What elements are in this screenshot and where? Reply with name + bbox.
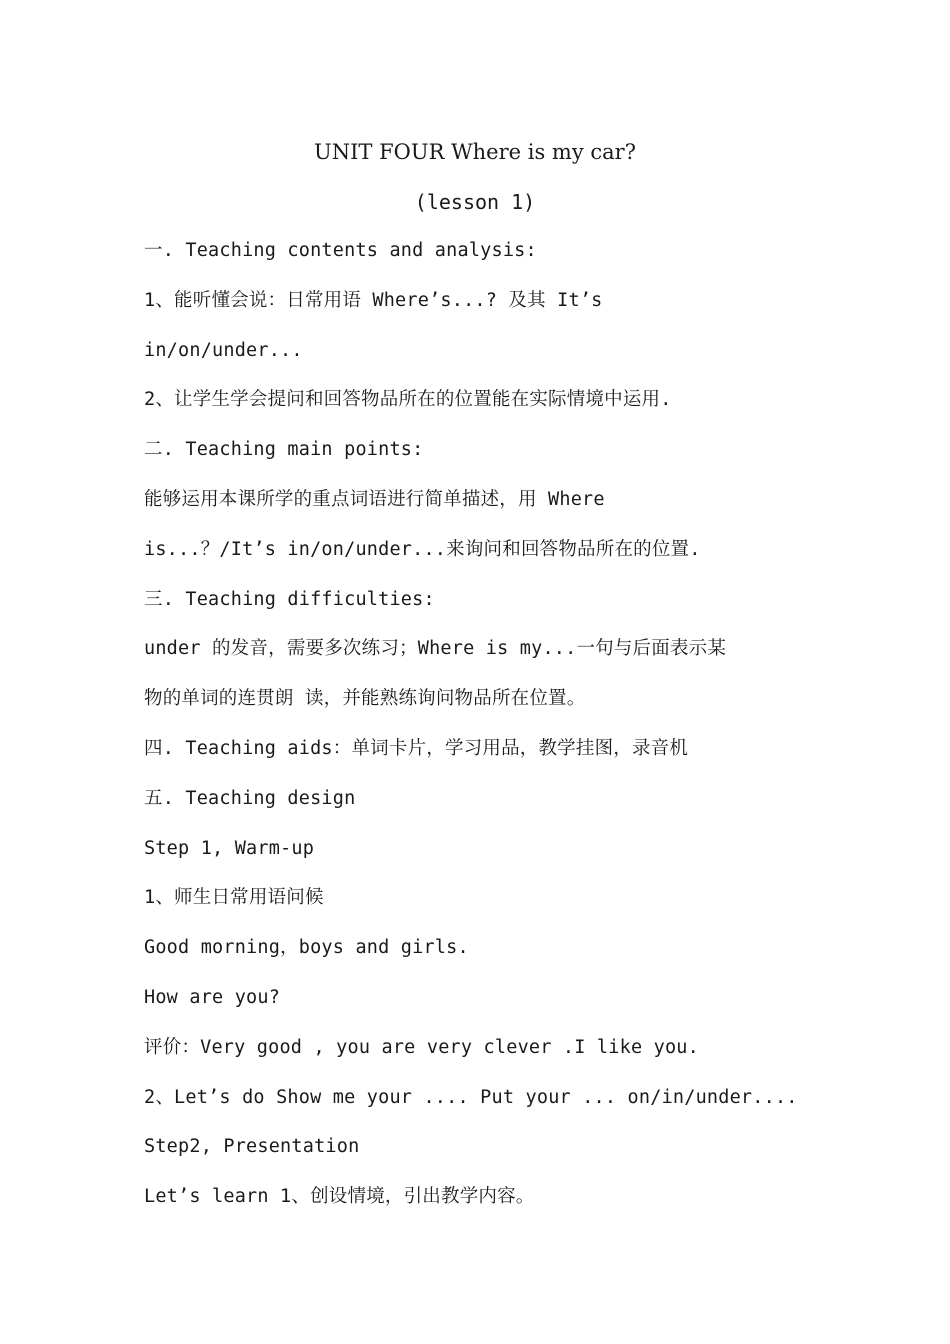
document-subtitle: (lesson 1) — [414, 190, 536, 214]
step-heading-presentation: Step2, Presentation — [144, 1136, 360, 1158]
text-line: 物的单词的连贯朗 读，并能熟练询问物品所在位置。 — [144, 688, 586, 710]
text-line: 1、能听懂会说：日常用语 Where’s...? 及其 It’s — [144, 289, 603, 311]
text-line: 1、师生日常用语问候 — [144, 887, 324, 909]
section-heading-teaching-design: 五. Teaching design — [144, 787, 356, 809]
title-block — [0, 133, 950, 233]
text-line: Let’s learn 1、创设情境，引出教学内容。 — [144, 1186, 535, 1208]
text-line: in/on/under... — [144, 339, 303, 361]
text-line: 2、Let’s do Show me your .... Put your ... on/in/under.... — [144, 1086, 798, 1108]
text-line: Good morning，boys and girls. — [144, 937, 469, 959]
document-title: UNIT FOUR Where is my car? — [314, 140, 636, 164]
text-line: How are you? — [144, 986, 281, 1008]
text-line: 评价：Very good , you are very clever .I like you. — [144, 1036, 699, 1058]
text-line: 能够运用本课所学的重点词语进行简单描述，用 Where — [144, 488, 605, 510]
step-heading-warm-up: Step 1, Warm-up — [144, 837, 315, 859]
document-body — [144, 232, 824, 1228]
section-heading-main-points: 二. Teaching main points: — [144, 439, 424, 461]
section-heading-difficulties: 三. Teaching difficulties: — [144, 588, 435, 610]
text-line: is...？/It’s in/on/under...来询问和回答物品所在的位置. — [144, 538, 701, 560]
section-heading-teaching-aids: 四. Teaching aids：单词卡片，学习用品，教学挂图，录音机 — [144, 737, 689, 759]
text-line: 2、让学生学会提问和回答物品所在的位置能在实际情境中运用. — [144, 389, 672, 411]
section-heading-teaching-contents: 一. Teaching contents and analysis: — [144, 240, 537, 261]
text-line: under 的发音，需要多次练习；Where is my...一句与后面表示某 — [144, 638, 727, 660]
